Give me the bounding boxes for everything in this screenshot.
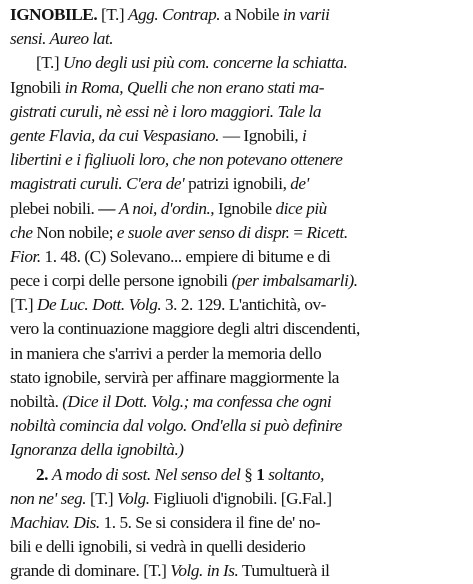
text-segment: Figliuoli d'ignobili. [G.Fal.] <box>149 488 332 508</box>
text-segment: [T.] <box>36 53 64 73</box>
text-line <box>10 438 467 462</box>
text-segment: grande di dominare. [T.] <box>10 561 171 581</box>
bold-text: 1 <box>256 464 265 484</box>
text-segment: patrizi ignobili, <box>184 174 291 194</box>
text-segment: pece i corpi delle persone ignobili <box>10 271 232 291</box>
text-line <box>10 487 467 511</box>
bold-text: IGNOBILE. <box>10 5 102 24</box>
text-segment: plebei nobili. <box>10 198 99 218</box>
text-line <box>10 559 467 583</box>
text-segment: § <box>240 464 257 484</box>
italic-text: magistrati curuli. C'era de' <box>10 174 185 194</box>
italic-text: Uno degli usi più com. concerne la schiatta. <box>63 53 348 73</box>
text-line <box>10 148 467 172</box>
text-line <box>10 463 467 487</box>
text-segment: Ignobile <box>214 198 276 218</box>
text-line <box>10 27 467 51</box>
text-segment: in maniera che s'arrivi a perder la memoria dello <box>10 343 322 363</box>
text-segment: 1. 48. (C) Solevano... empiere di bitume e di <box>40 246 331 266</box>
text-segment: = <box>289 222 307 242</box>
italic-text: de' <box>290 174 309 194</box>
text-line <box>10 414 467 438</box>
text-segment: Non nobile; <box>32 222 117 242</box>
text-segment: vero la continuazione maggiore degli altri discendenti, <box>10 319 360 339</box>
italic-text: Volg. in Is. <box>170 561 239 581</box>
text-line <box>10 535 467 559</box>
italic-text: i <box>301 125 307 145</box>
italic-text: in Roma, Quelli che non erano stati ma- <box>64 77 324 97</box>
text-segment: bili e delli ignobili, si vedrà in quelli desiderio <box>10 537 306 557</box>
italic-text: Ricett. <box>306 222 348 242</box>
text-segment: nobiltà. <box>10 392 63 411</box>
italic-text: gistrati curuli, nè essi nè i loro maggiori. Tale la <box>10 101 321 121</box>
text-segment: [T.] <box>101 5 129 24</box>
text-line <box>10 511 467 535</box>
italic-text: Machiav. Dis. <box>10 512 100 532</box>
text-line <box>10 342 467 366</box>
text-line <box>10 172 467 196</box>
text-segment: 1. 5. Se si considera il fine de' no- <box>99 512 321 532</box>
italic-text: (Dice il Dott. Volg.; ma confessa che ogni <box>62 392 332 411</box>
italic-text: Agg. Contrap. <box>128 5 221 24</box>
text-line <box>10 269 467 293</box>
italic-text: non ne' seg. <box>10 488 87 508</box>
italic-text: A noi, d'ordin., <box>118 198 215 218</box>
text-segment: Tumultuerà il <box>238 561 330 581</box>
italic-text: Fior. <box>10 246 41 266</box>
italic-text: che <box>10 222 33 242</box>
text-line <box>10 197 467 221</box>
text-line <box>10 100 467 124</box>
italic-text: sensi. Aureo lat. <box>10 29 114 49</box>
text-line <box>10 221 467 245</box>
italic-text: Ignoranza della ignobiltà.) <box>10 440 184 460</box>
text-segment: [T.] <box>10 295 38 315</box>
text-segment: 3. 2. 129. L'antichità, ov- <box>161 295 326 315</box>
text-line <box>10 3 467 27</box>
text-segment: Ignobili <box>10 77 65 97</box>
text-line <box>10 390 467 414</box>
italic-text: (per imbalsamarli). <box>231 271 358 291</box>
text-line <box>10 245 467 269</box>
text-segment: stato ignobile, servirà per affinare maggiormente la <box>10 367 339 387</box>
text-segment: [T.] <box>86 488 117 508</box>
italic-text: in varii <box>282 5 330 24</box>
italic-text: libertini e i figliuoli loro, che non potevano ottenere <box>10 150 343 170</box>
bold-text: — <box>98 198 119 218</box>
text-line <box>10 293 467 317</box>
italic-text: De Luc. Dott. Volg. <box>37 295 162 315</box>
text-segment: a Nobile <box>220 5 283 24</box>
italic-text: dice più <box>275 198 327 218</box>
text-line <box>10 366 467 390</box>
bold-text: 2. <box>36 464 52 484</box>
italic-text: nobiltà comincia dal volgo. Ond'ella si può definire <box>10 416 342 436</box>
italic-text: Volg. <box>116 488 150 508</box>
italic-text: gente Flavia, da cui Vespasiano. <box>10 125 219 145</box>
text-line <box>10 51 467 75</box>
italic-text: soltanto, <box>264 464 324 484</box>
italic-text: e suole aver senso di dispr. <box>116 222 290 242</box>
text-line <box>10 76 467 100</box>
text-line <box>10 317 467 341</box>
text-line <box>10 124 467 148</box>
text-segment: — Ignobili, <box>219 125 302 145</box>
italic-text: A modo di sost. Nel senso del <box>51 464 241 484</box>
